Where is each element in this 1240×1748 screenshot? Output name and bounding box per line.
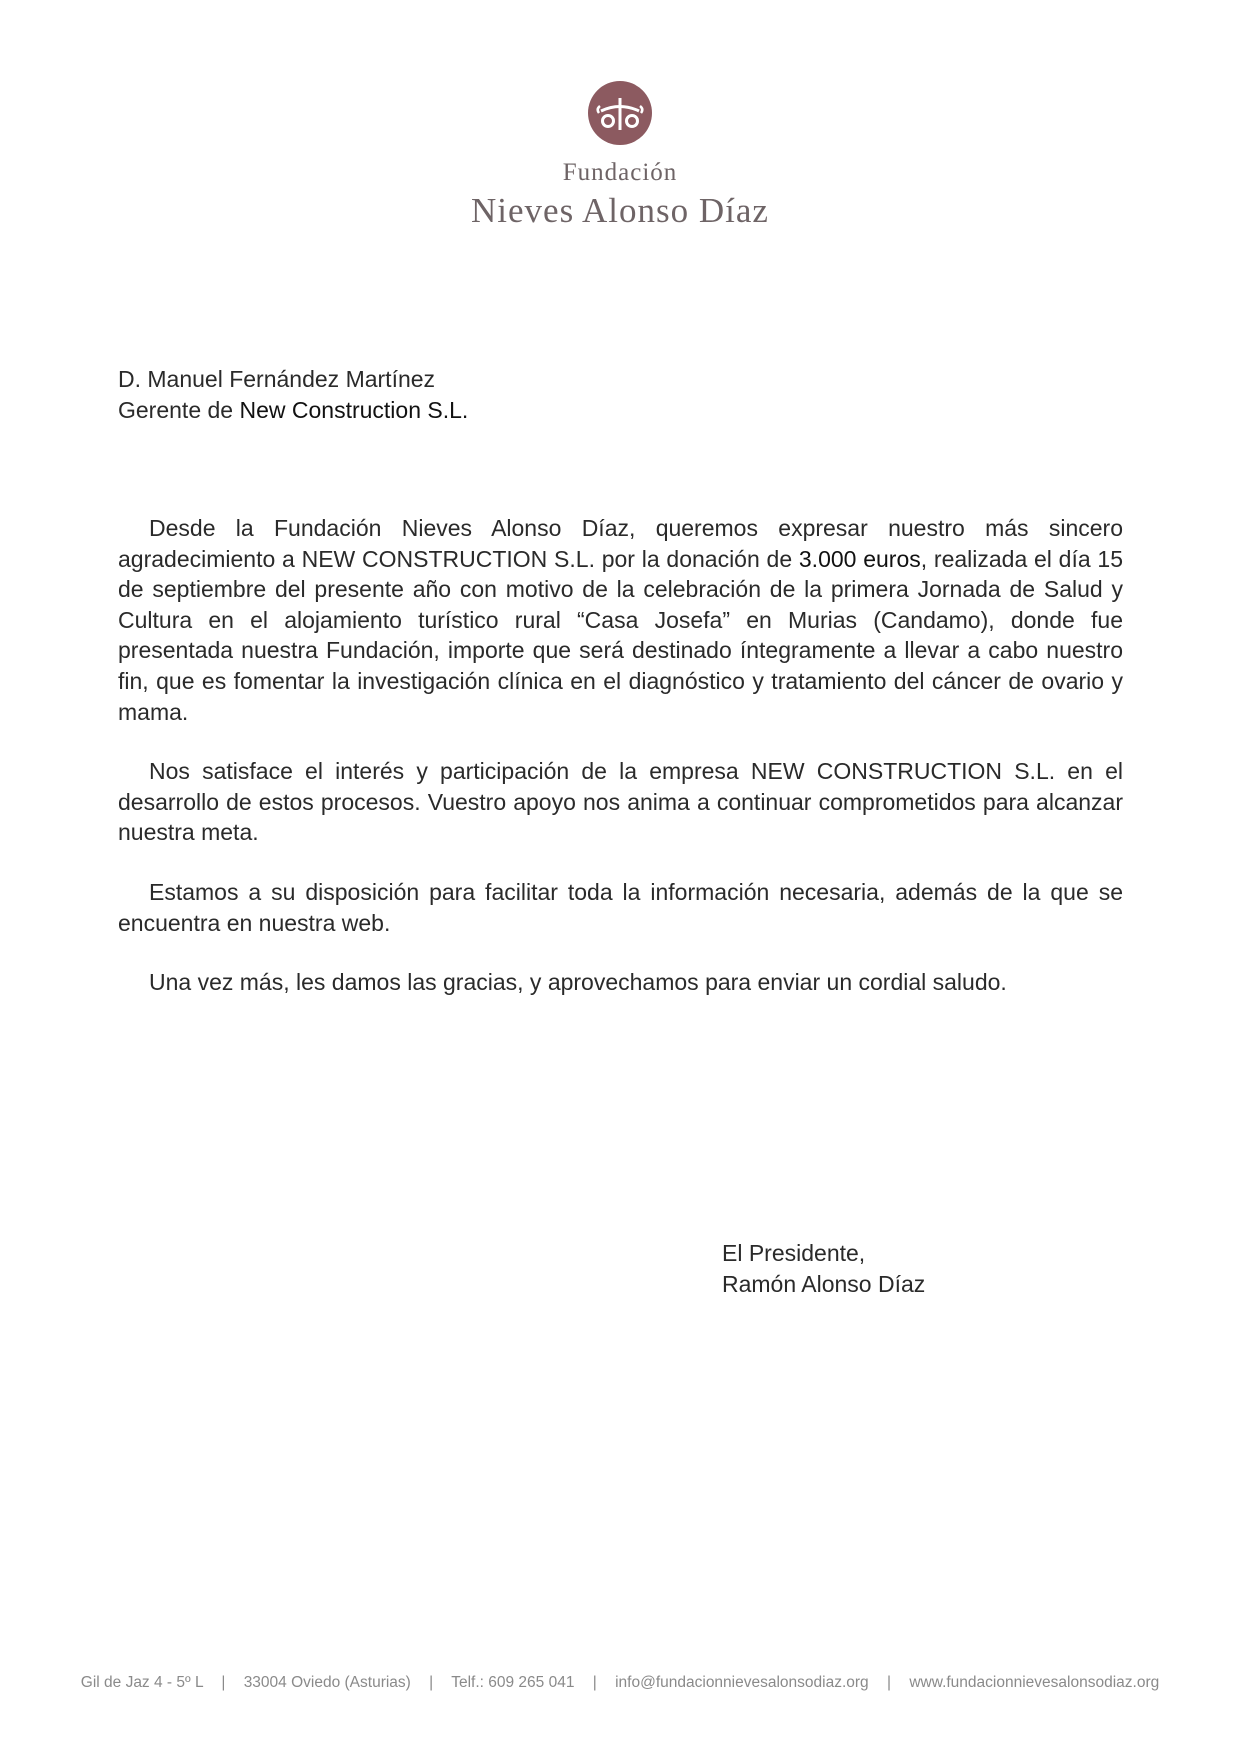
footer-separator: | xyxy=(592,1674,597,1691)
org-name-line1: Fundación xyxy=(562,159,678,186)
recipient-role-prefix: Gerente de xyxy=(118,397,234,423)
org-name-line2: Nieves Alonso Díaz xyxy=(471,191,769,230)
recipient-role xyxy=(118,395,468,426)
recipient-company: New Construction S.L. xyxy=(239,397,469,423)
footer-city: 33004 Oviedo (Asturias) xyxy=(243,1674,411,1691)
paragraph-1 xyxy=(118,513,1123,727)
footer-email: info@fundacionnievesalonsodiaz.org xyxy=(615,1674,869,1691)
signature-name: Ramón Alonso Díaz xyxy=(722,1271,926,1297)
paragraph-4: Una vez más, les damos las gracias, y aprovechamos para enviar un cordial saludo. xyxy=(149,969,1007,996)
footer-separator: | xyxy=(221,1674,226,1691)
recipient-name: D. Manuel Fernández Martínez xyxy=(118,366,436,392)
letterhead xyxy=(0,80,1240,232)
signature-title: El Presidente, xyxy=(722,1240,866,1266)
footer-address: Gil de Jaz 4 - 5º L xyxy=(80,1674,204,1691)
letter-body xyxy=(118,513,1123,1027)
paragraph-1-intro: Desde la Fundación Nieves Alonso Díaz, queremos expresar nuestro más sincero agradecimiento a NEW CONSTRUCTION S.L. por la donación de xyxy=(118,515,1123,572)
footer-website: www.fundacionnievesalonsodiaz.org xyxy=(909,1674,1160,1691)
footer-separator: | xyxy=(887,1674,892,1691)
signature-block xyxy=(722,1238,925,1300)
footer-phone: Telf.: 609 265 041 xyxy=(451,1674,575,1691)
footer-contact xyxy=(0,1674,1240,1692)
paragraph-3: Estamos a su disposición para facilitar toda la información necesaria, además de la que se encuentra en nuestra web. xyxy=(118,878,1123,936)
foundation-emblem-icon xyxy=(587,80,653,146)
recipient-block xyxy=(118,364,468,426)
paragraph-1-rest: , realizada el día 15 de septiembre del presente año con motivo de la celebración de la primera Jornada de Salud y Cultura en el alojamiento turístico rural “Casa Josefa” en Murias (Candamo), donde fue presentada nuestra Fundación, importe que será destinado íntegramente a llevar a cabo nuestro fin, que es fomentar la investigación clínica en el diagnóstico y tratamiento del cáncer de ovario y mama. xyxy=(118,545,1123,725)
donation-amount: 3.000 euros xyxy=(798,545,921,572)
paragraph-2: Nos satisface el interés y participación de la empresa NEW CONSTRUCTION S.L. en el desarrollo de estos procesos. Vuestro apoyo nos anima a continuar comprometidos para alcanzar nuestra meta. xyxy=(118,758,1123,846)
footer-separator: | xyxy=(429,1674,434,1691)
